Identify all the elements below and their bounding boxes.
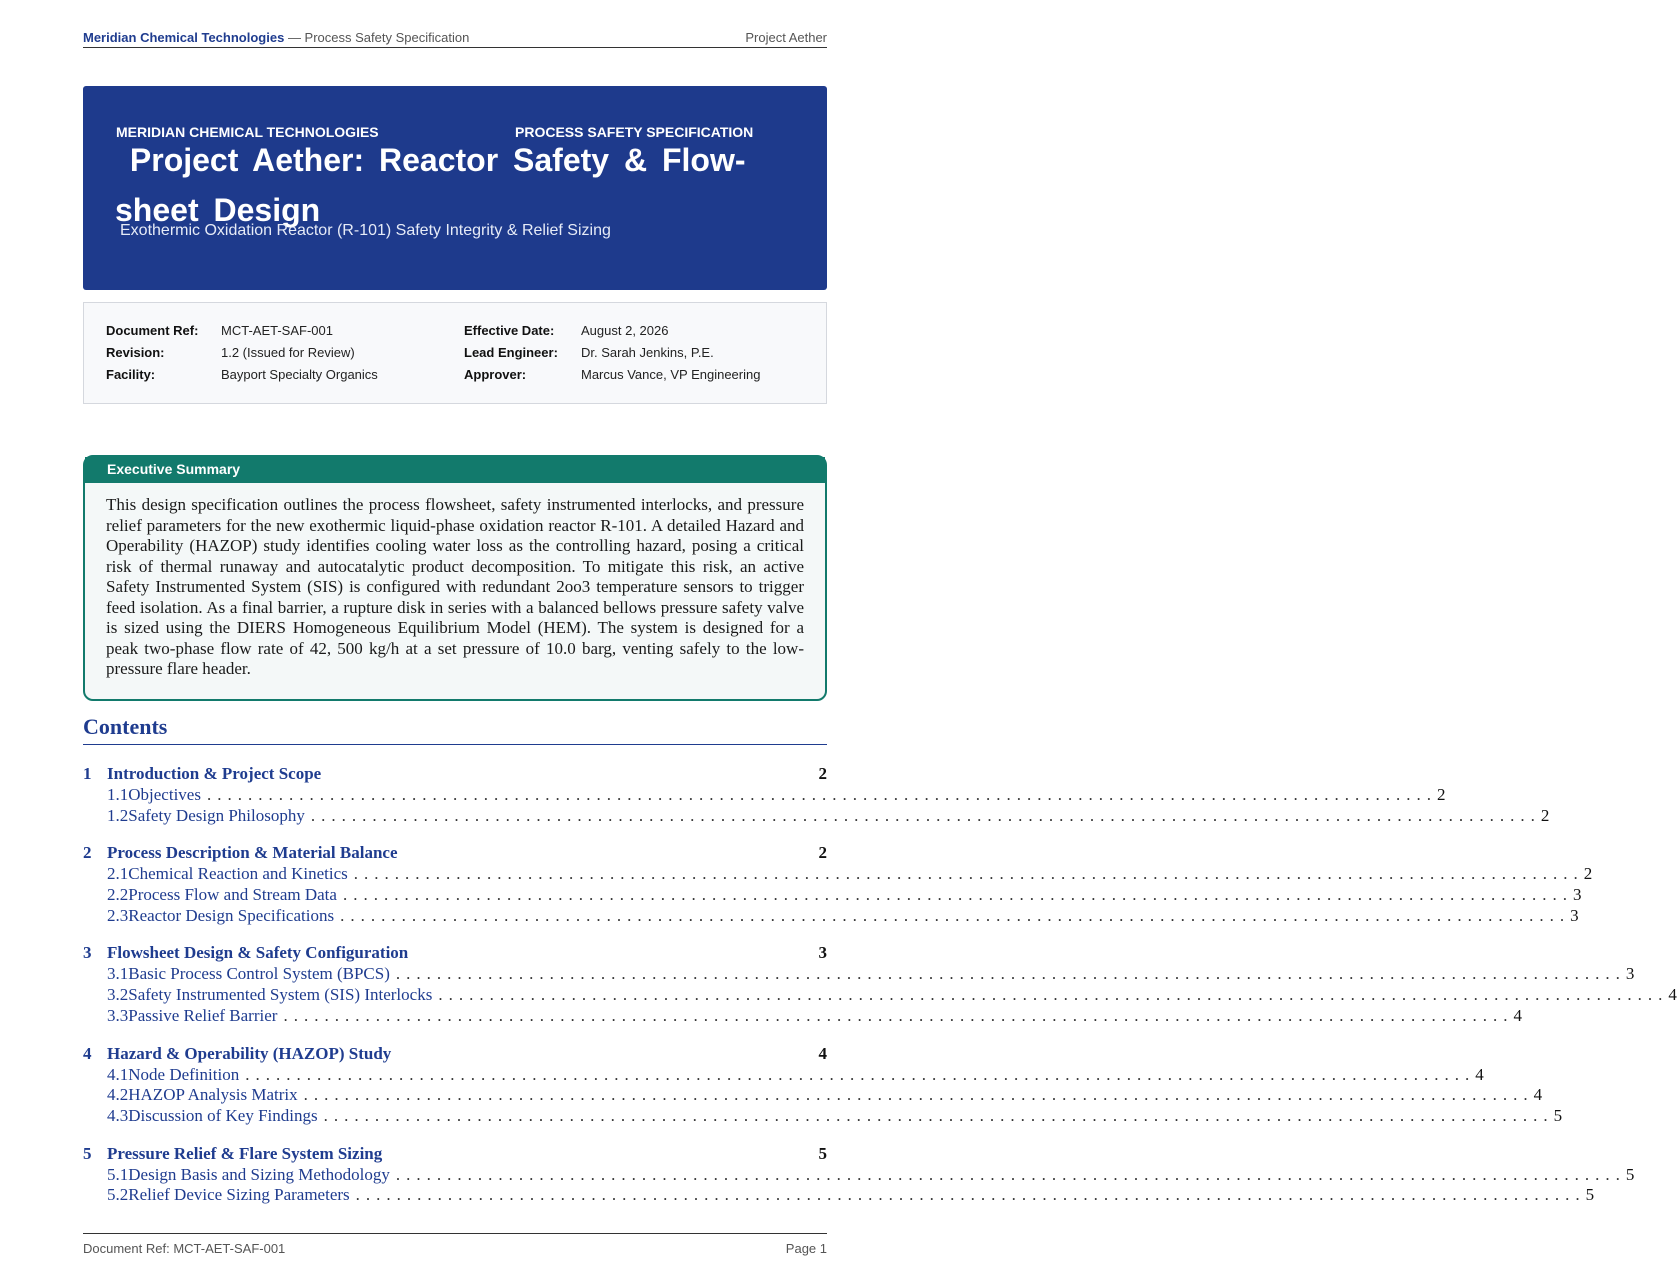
- toc-page-number: 3: [1572, 885, 1582, 905]
- meta-label: Document Ref:: [106, 323, 199, 338]
- contents-divider: [83, 744, 827, 745]
- meta-label: Facility:: [106, 367, 156, 382]
- toc-section-number: 3: [83, 943, 92, 963]
- toc-subsection-entry[interactable]: [83, 1185, 1595, 1206]
- toc-subsection-entry[interactable]: [83, 985, 1677, 1006]
- toc-subsection-entry[interactable]: [83, 885, 1582, 906]
- toc-dot-leader: ........................................................................................................................: [353, 864, 1584, 884]
- running-header: [83, 29, 827, 48]
- footer-doc-ref: Document Ref: MCT-AET-SAF-001: [83, 1241, 286, 1256]
- meta-value: Dr. Sarah Jenkins, P.E.: [581, 345, 714, 360]
- banner-company: MERIDIAN CHEMICAL TECHNOLOGIES: [116, 124, 379, 140]
- banner-doc-type: PROCESS SAFETY SPECIFICATION: [515, 124, 754, 140]
- toc-section-entry[interactable]: [83, 943, 827, 964]
- toc-subsection-title: Discussion of Key Findings: [128, 1105, 318, 1125]
- toc-gap: [83, 926, 827, 943]
- toc-subsection-title: Chemical Reaction and Kinetics: [128, 864, 348, 884]
- toc-subsection-number: 3.1: [107, 964, 129, 984]
- toc-subsection-title: Node Definition: [128, 1064, 240, 1084]
- toc-subsection-title: Safety Instrumented System (SIS) Interlocks: [128, 985, 433, 1005]
- toc-subsection-title: Safety Design Philosophy: [128, 805, 305, 825]
- toc-subsection-entry[interactable]: [83, 785, 1446, 806]
- toc-section-title: Process Description & Material Balance: [107, 843, 398, 863]
- toc-section-title: Introduction & Project Scope: [107, 764, 322, 783]
- toc-page-number: 4: [818, 1043, 827, 1063]
- toc-page-number: 4: [1475, 1064, 1484, 1084]
- meta-value: Marcus Vance, VP Engineering: [581, 367, 761, 382]
- toc-page-number: 4: [1668, 985, 1677, 1005]
- toc-dot-leader: ........................................................................................................................: [342, 885, 1573, 905]
- toc-section-entry[interactable]: [83, 1144, 827, 1165]
- toc-dot-leader: ........................................................................................................................: [340, 905, 1571, 925]
- meta-label: Lead Engineer:: [464, 345, 558, 360]
- footer-page-number: Page 1: [785, 1241, 827, 1256]
- toc-page-number: 5: [818, 1143, 827, 1163]
- toc-dot-leader: ........................................................................................................................: [310, 805, 1541, 825]
- toc-gap: [83, 1127, 827, 1144]
- document-metadata: [83, 302, 827, 404]
- toc-subsection-title: Design Basis and Sizing Methodology: [128, 1164, 390, 1184]
- toc-page-number: 4: [1513, 1005, 1522, 1025]
- toc-subsection-title: Passive Relief Barrier: [128, 1005, 278, 1025]
- toc-page-number: 3: [818, 943, 827, 963]
- toc-subsection-number: 1.2: [107, 805, 129, 825]
- meta-value: 1.2 (Issued for Review): [221, 345, 355, 360]
- executive-summary-text: This design specification outlines the process flowsheet, safety instrumented interlocks, and pressure relief parameters for the new exothermic liquid-phase oxidation reactor R-101. A detailed Hazard and Operability (HAZOP) study identifies cooling water loss as the controlling hazard, posing a critical risk of thermal runaway and autocatalytic product decomposition. To mitigate this risk, an active Safety Instrumented System (SIS) is configured with redundant 2oo3 temperature sensors to trigger feed isolation. As a final barrier, a rupture disk in series with a balanced bellows pressure safety valve is sized using the DIERS Homogeneous Equilibrium Model (HEM). The system is designed for a peak two-phase flow rate of 42, 500 kg/h at a set pressure of 10.0 barg, venting safely to the low-pressure flare header.: [106, 495, 804, 678]
- toc-dot-leader: ........................................................................................................................: [395, 964, 1626, 984]
- executive-summary-box: [83, 455, 827, 701]
- toc-section-title: Flowsheet Design & Safety Configuration: [107, 943, 409, 963]
- toc-subsection-number: 2.3: [107, 905, 129, 925]
- toc-subsection-number: 2.2: [107, 885, 129, 905]
- toc-subsection-title: Objectives: [128, 785, 201, 804]
- toc-subsection-entry[interactable]: [83, 1064, 1484, 1086]
- document-title: Project Aether: Reactor Safety & Flow- sheet Design: [115, 142, 746, 228]
- toc-subsection-number: 4.1: [107, 1064, 129, 1084]
- toc-gap: [83, 1027, 827, 1044]
- toc-dot-leader: ........................................................................................................................: [323, 1105, 1554, 1125]
- toc-subsection-number: 3.3: [107, 1005, 129, 1025]
- toc-subsection-number: 5.1: [107, 1164, 129, 1184]
- header-company: Meridian Chemical Technologies: [83, 30, 285, 45]
- toc-page-number: 2: [1436, 785, 1446, 804]
- toc-dot-leader: ........................................................................................................................: [355, 1185, 1586, 1205]
- header-project: Project Aether: [745, 30, 827, 45]
- toc-subsection-entry[interactable]: [83, 1164, 1635, 1186]
- toc-page-number: 5: [1625, 1164, 1635, 1184]
- toc-subsection-entry[interactable]: [83, 805, 1550, 827]
- meta-label: Revision:: [106, 345, 165, 360]
- toc-section-number: 1: [83, 764, 92, 783]
- title-banner: [83, 86, 827, 290]
- toc-dot-leader: ........................................................................................................................: [438, 985, 1669, 1005]
- toc-section-entry[interactable]: [83, 764, 827, 785]
- toc-page-number: 5: [1585, 1185, 1595, 1205]
- toc-dot-leader: ........................................................................................................................: [395, 1164, 1626, 1184]
- toc-gap: [83, 826, 827, 843]
- header-left: [83, 30, 469, 45]
- toc-subsection-number: 2.1: [107, 864, 129, 884]
- toc-subsection-number: 4.2: [107, 1085, 129, 1105]
- toc-subsection-title: Relief Device Sizing Parameters: [128, 1185, 350, 1205]
- toc-subsection-entry[interactable]: [83, 964, 1635, 985]
- toc-subsection-entry[interactable]: [83, 864, 1593, 885]
- toc-subsection-number: 4.3: [107, 1105, 129, 1125]
- toc-section-number: 2: [83, 843, 92, 863]
- meta-label: Approver:: [464, 367, 527, 382]
- toc-dot-leader: ........................................................................................................................: [303, 1085, 1534, 1105]
- meta-label: Effective Date:: [464, 323, 555, 338]
- executive-summary-heading: Executive Summary: [85, 457, 825, 483]
- table-of-contents: [83, 764, 1677, 1206]
- contents-heading: Contents: [83, 714, 168, 739]
- header-doc-type: — Process Safety Specification: [287, 30, 470, 45]
- meta-value: August 2, 2026: [581, 323, 669, 338]
- toc-dot-leader: ........................................................................................................................: [206, 785, 1437, 804]
- toc-page-number: 3: [1570, 905, 1579, 925]
- toc-page-number: 5: [1553, 1105, 1563, 1125]
- document-subtitle: Exothermic Oxidation Reactor (R-101) Safety Integrity & Relief Sizing: [120, 222, 611, 239]
- toc-section-entry[interactable]: [83, 843, 827, 864]
- toc-section-number: 5: [83, 1143, 92, 1163]
- running-footer: [83, 1233, 827, 1255]
- toc-subsection-entry[interactable]: [83, 1085, 1543, 1106]
- toc-section-entry[interactable]: [83, 1044, 827, 1065]
- toc-section-number: 4: [83, 1043, 92, 1063]
- toc-dot-leader: ........................................................................................................................: [245, 1064, 1476, 1084]
- toc-page-number: 2: [1540, 805, 1550, 825]
- toc-page-number: 2: [818, 843, 827, 863]
- toc-section-title: Hazard & Operability (HAZOP) Study: [107, 1043, 392, 1063]
- toc-page-number: 3: [1625, 964, 1635, 984]
- toc-subsection-title: Basic Process Control System (BPCS): [128, 964, 390, 984]
- meta-value: MCT-AET-SAF-001: [221, 323, 333, 338]
- toc-page-number: 2: [818, 764, 827, 783]
- toc-page-number: 4: [1533, 1085, 1543, 1105]
- toc-subsection-number: 3.2: [107, 985, 129, 1005]
- meta-value: Bayport Specialty Organics: [221, 367, 378, 382]
- toc-dot-leader: ........................................................................................................................: [283, 1005, 1514, 1025]
- toc-subsection-title: Process Flow and Stream Data: [128, 885, 337, 905]
- toc-subsection-title: Reactor Design Specifications: [128, 905, 335, 925]
- toc-subsection-number: 1.1: [107, 785, 129, 804]
- toc-subsection-title: HAZOP Analysis Matrix: [128, 1085, 298, 1105]
- toc-subsection-entry[interactable]: [83, 1105, 1563, 1127]
- toc-subsection-entry[interactable]: [83, 905, 1579, 927]
- toc-section-title: Pressure Relief & Flare System Sizing: [107, 1143, 383, 1163]
- toc-subsection-number: 5.2: [107, 1185, 129, 1205]
- toc-subsection-entry[interactable]: [83, 1005, 1522, 1027]
- toc-page-number: 2: [1583, 864, 1593, 884]
